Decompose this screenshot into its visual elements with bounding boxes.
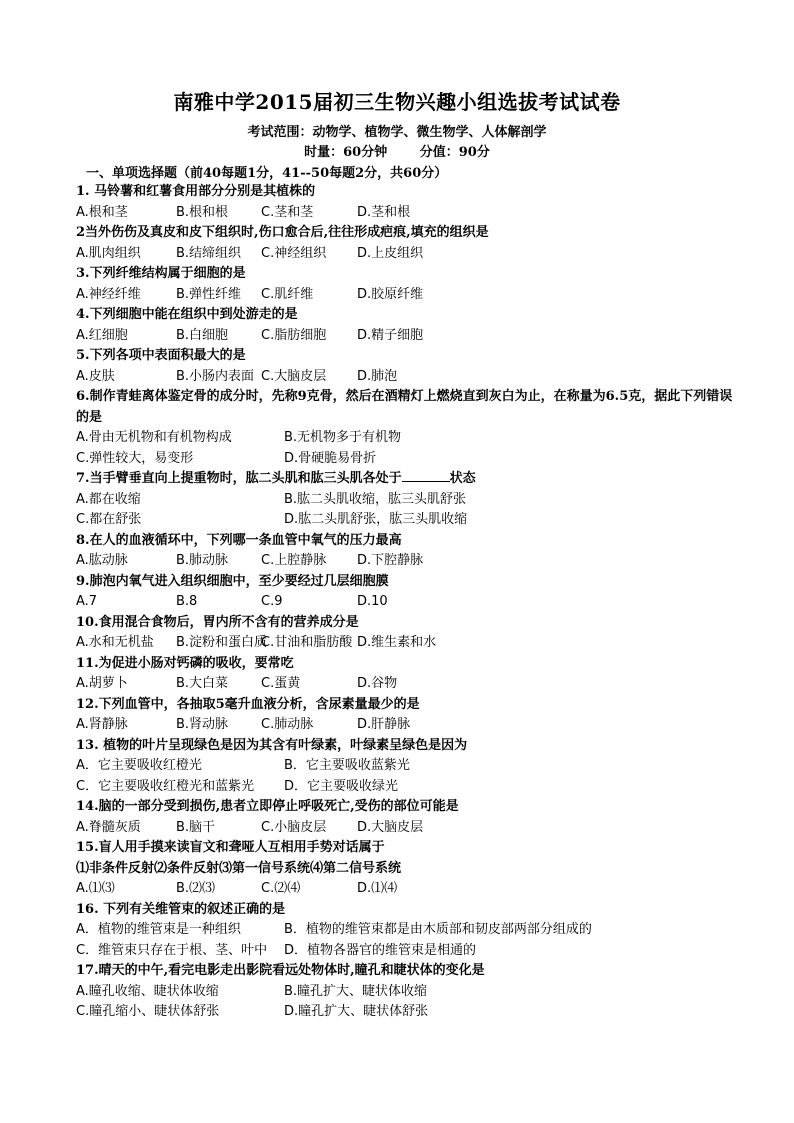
question-stem: 6.制作青蛙离体鉴定骨的成分时，先称9克骨，然后在酒精灯上燃烧直到灰白为止，在称量为6.5克，据此下列错误的是: [76, 389, 733, 425]
option-row: [76, 244, 736, 265]
question-stem-part: 状态: [449, 471, 476, 486]
question-stem: 5.下列各项中表面积最大的是: [76, 348, 246, 363]
answer-option: D.肱二头肌舒张，肱三头肌收缩: [284, 512, 468, 527]
option-row: [76, 941, 736, 962]
question-stem: 4.下列细胞中能在组织中到处游走的是: [76, 307, 298, 322]
answer-option: A.骨由无机物和有机物构成: [76, 430, 232, 445]
answer-option: B.弹性纤维: [176, 286, 242, 302]
answer-option: B.肺动脉: [176, 553, 229, 568]
answer-option: B.8: [176, 594, 198, 609]
answer-option: D.⑴⑷: [357, 881, 398, 896]
answer-option: B.小肠内表面: [176, 368, 255, 384]
answer-option: D.谷物: [357, 676, 398, 691]
answer-option: C．它主要吸收红橙光和蓝紫光: [76, 778, 255, 794]
answer-option: B.肱二头肌收缩，肱三头肌舒张: [284, 491, 467, 507]
question-stem: 9.肺泡内氧气进入组织细胞中，至少要经过几层细胞膜: [76, 573, 389, 589]
answer-option: B.白细胞: [176, 327, 229, 343]
option-row: [76, 326, 736, 347]
answer-option: A.⑴⑶: [76, 881, 115, 896]
option-row: [76, 879, 736, 900]
answer-option: C.瞳孔缩小、睫状体舒张: [76, 1004, 220, 1019]
answer-option: B.⑵⑶: [176, 881, 216, 896]
answer-option: D．它主要吸收绿光: [284, 778, 399, 794]
answer-option: C.茎和茎: [261, 204, 314, 220]
question-2: [76, 223, 736, 264]
question-stem-line2: ⑴非条件反射⑵条件反射⑶第一信号系统⑷第二信号系统: [76, 860, 402, 876]
exam-scope: 考试范围：动物学、植物学、微生物学、人体解剖学: [247, 125, 547, 140]
answer-option: A.红细胞: [76, 327, 128, 343]
question-10: [76, 613, 736, 654]
answer-option: A.7: [76, 594, 98, 609]
option-row: [76, 203, 736, 224]
answer-option: C.甘油和脂肪酸: [261, 635, 353, 650]
option-row: [76, 818, 736, 839]
answer-option: D.茎和根: [357, 204, 411, 220]
answer-option: D.10: [357, 594, 388, 609]
option-row: [76, 490, 736, 511]
answer-option: A.胡萝卜: [76, 676, 128, 691]
answer-option: A．它主要吸收红橙光: [76, 758, 202, 773]
question-17: [76, 961, 736, 1023]
option-row: [76, 551, 736, 572]
answer-option: C.上腔静脉: [261, 553, 327, 568]
option-row: [76, 285, 736, 306]
option-row: [76, 592, 736, 613]
answer-option: B.结缔组织: [176, 245, 242, 261]
answer-option: A.肱动脉: [76, 553, 128, 568]
answer-option: D.精子细胞: [357, 327, 424, 343]
question-13: [76, 736, 736, 798]
answer-option: C.脂肪细胞: [261, 327, 327, 343]
answer-option: C.肌纤维: [261, 286, 314, 302]
question-stem: 17.晴天的中午,看完电影走出影院看远处物体时,瞳孔和睫状体的变化是: [76, 963, 485, 978]
question-stem: [76, 469, 736, 490]
answer-option: B.根和根: [176, 204, 229, 220]
answer-option: C.神经组织: [261, 245, 327, 261]
question-6: [76, 387, 736, 469]
answer-option: C.肺动脉: [261, 717, 314, 732]
answer-option: A.都在收缩: [76, 491, 141, 507]
answer-option: A.肌肉组织: [76, 245, 141, 261]
answer-option: B.脑干: [176, 819, 216, 835]
option-row: [76, 449, 736, 470]
answer-option: B.瞳孔扩大、睫状体收缩: [284, 983, 428, 999]
answer-option: D.上皮组织: [357, 245, 424, 261]
answer-option: D.维生素和水: [357, 635, 437, 650]
answer-option: B.淀粉和蛋白质: [176, 635, 268, 650]
question-stem: 14.脑的一部分受到损伤,患者立即停止呼吸死亡,受伤的部位可能是: [76, 799, 459, 814]
answer-option: C.蛋黄: [261, 676, 301, 691]
question-12: [76, 695, 736, 736]
answer-option: D.肺泡: [357, 368, 398, 384]
question-stem: 8.在人的血液循环中，下列哪一条血管中氧气的压力最高: [76, 532, 402, 548]
question-stem: 10.食用混合食物后，胃内所不含有的营养成分是: [76, 614, 359, 630]
option-row: [76, 756, 736, 777]
answer-option: B．它主要吸收蓝紫光: [284, 758, 410, 773]
question-1: [76, 182, 736, 223]
answer-option: C.小脑皮层: [261, 819, 327, 835]
answer-option: A．植物的维管束是一种组织: [76, 922, 241, 937]
page-title: 南雅中学2015届初三生物兴趣小组选拔考试试卷: [173, 90, 621, 114]
option-row: [76, 367, 736, 388]
answer-option: C.大脑皮层: [261, 368, 327, 384]
question-stem: 3.下列纤维结构属于细胞的是: [76, 266, 246, 281]
answer-option: A.肾静脉: [76, 717, 128, 732]
question-stem-part: 7.当手臂垂直向上提重物时，肱二头肌和肱三头肌各处于: [76, 471, 402, 486]
exam-time: 时量：60分钟: [304, 145, 388, 160]
answer-option: D.肝静脉: [357, 717, 411, 732]
answer-option: A.根和茎: [76, 204, 128, 220]
option-row: [76, 674, 736, 695]
question-7: [76, 469, 736, 531]
question-list: [76, 182, 736, 1023]
question-stem: 15.盲人用手摸来读盲文和聋哑人互相用手势对话属于: [76, 840, 385, 855]
question-15: [76, 838, 736, 900]
answer-option: B．植物的维管束都是由木质部和韧皮部两部分组成的: [284, 922, 592, 937]
answer-blank: [402, 469, 450, 482]
option-row: [76, 428, 736, 449]
question-stem: 2当外伤伤及真皮和皮下组织时,伤口愈合后,往往形成疤痕,填充的组织是: [76, 225, 489, 240]
question-stem: 11.为促进小肠对钙磷的吸收，要常吃: [76, 655, 294, 671]
answer-option: D.大脑皮层: [357, 819, 424, 835]
question-stem: 13. 植物的叶片呈现绿色是因为其含有叶绿素，叶绿素呈绿色是因为: [76, 737, 468, 753]
option-row: [76, 920, 736, 941]
answer-option: A.皮肤: [76, 368, 115, 384]
question-11: [76, 654, 736, 695]
question-3: [76, 264, 736, 305]
answer-option: B.大白菜: [176, 676, 229, 691]
exam-info: [0, 141, 794, 160]
answer-option: B.肾动脉: [176, 717, 229, 732]
answer-option: B.无机物多于有机物: [284, 430, 402, 445]
option-row: [76, 777, 736, 798]
answer-option: C.都在舒张: [76, 512, 142, 527]
option-row: [76, 510, 736, 531]
question-stem: 12.下列血管中，各抽取5毫升血液分析，含尿素量最少的是: [76, 696, 420, 712]
section-heading: 一、单项选择题（前40每题1分，41--50每题2分，共60分）: [86, 166, 448, 181]
question-5: [76, 346, 736, 387]
option-row: [76, 1002, 736, 1023]
answer-option: D.下腔静脉: [357, 553, 424, 568]
answer-option: A.水和无机盐: [76, 635, 154, 650]
question-4: [76, 305, 736, 346]
answer-option: A.神经纤维: [76, 286, 141, 302]
question-8: [76, 531, 736, 572]
question-14: [76, 797, 736, 838]
answer-option: A.脊髓灰质: [76, 819, 141, 835]
answer-option: D.瞳孔扩大、睫状体舒张: [284, 1004, 429, 1019]
option-row: [76, 633, 736, 654]
answer-option: D.骨硬脆易骨折: [284, 450, 377, 466]
option-row: [76, 715, 736, 736]
answer-option: C.⑵⑷: [261, 881, 301, 896]
answer-option: C．维管束只存在于根、茎、叶中: [76, 942, 268, 958]
question-stem: 16. 下列有关维管束的叙述正确的是: [76, 901, 286, 917]
answer-option: C.9: [261, 594, 283, 609]
answer-option: D.胶原纤维: [357, 286, 424, 302]
answer-option: A.瞳孔收缩、睫状体收缩: [76, 983, 219, 999]
answer-option: C.弹性较大，易变形: [76, 450, 194, 466]
question-stem: 1. 马铃薯和红薯食用部分分别是其植株的: [76, 184, 316, 199]
question-9: [76, 572, 736, 613]
exam-score: 分值：90分: [419, 145, 490, 160]
option-row: [76, 982, 736, 1003]
question-16: [76, 900, 736, 962]
answer-option: D．植物各器官的维管束是相通的: [284, 942, 477, 958]
